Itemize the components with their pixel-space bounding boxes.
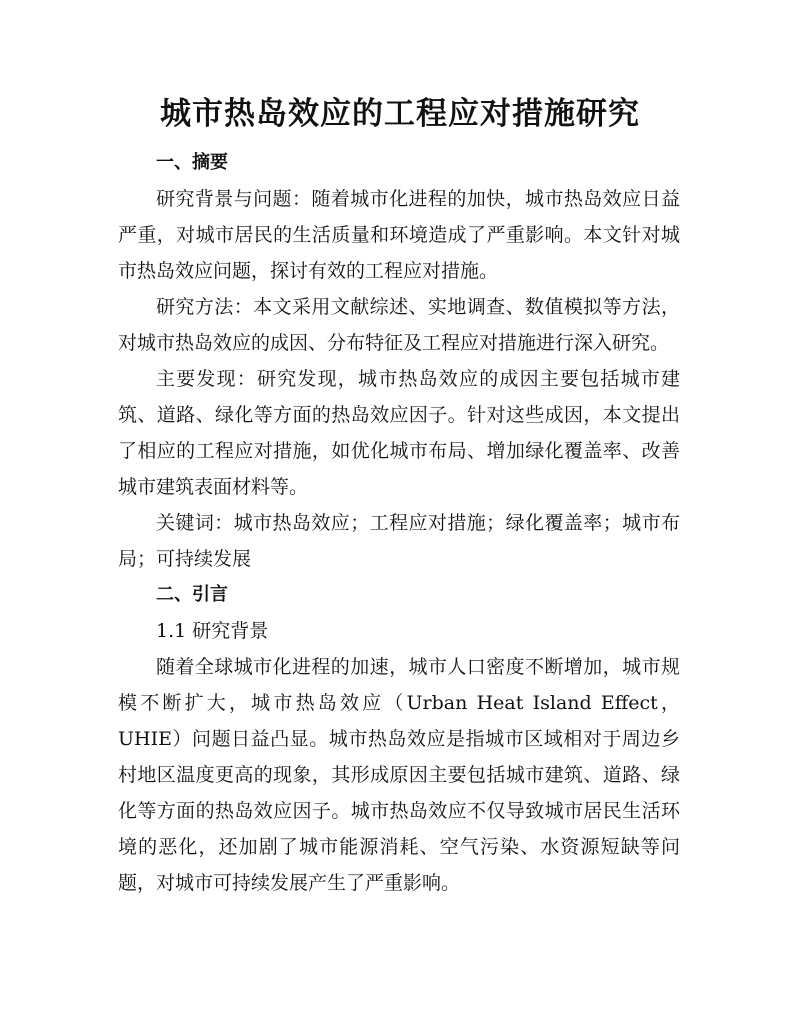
keywords-paragraph: 关键词：城市热岛效应；工程应对措施；绿化覆盖率；城市布局；可持续发展 — [118, 512, 680, 570]
abstract-background-paragraph: 研究背景与问题：随着城市化进程的加快，城市热岛效应日益严重，对城市居民的生活质量和环境造成了严重影响。本文针对城市热岛效应问题，探讨有效的工程应对措施。 — [118, 188, 680, 282]
abstract-findings-paragraph: 主要发现：研究发现，城市热岛效应的成因主要包括城市建筑、道路、绿化等方面的热岛效应因子。针对这些成因，本文提出了相应的工程应对措施，如优化城市布局、增加绿化覆盖率、改善城市建筑表面材料等。 — [118, 368, 680, 498]
section-heading-abstract: 一、摘要 — [156, 152, 228, 173]
abstract-method-paragraph: 研究方法：本文采用文献综述、实地调查、数值模拟等方法，对城市热岛效应的成因、分布特征及工程应对措施进行深入研究。 — [118, 296, 680, 354]
introduction-background-paragraph: 随着全球城市化进程的加速，城市人口密度不断增加，城市规模不断扩大，城市热岛效应（Urban Heat Island Effect，UHIE）问题日益凸显。城市热岛效应是指城市区域相对于周边乡村地区温度更高的现象，其形成原因主要包括城市建筑、道路、绿化等方面的热岛效应因子。城市热岛效应不仅导致城市居民生活环境的恶化，还加剧了城市能源消耗、空气污染、水资源短缺等问题，对城市可持续发展产生了严重影响。 — [118, 656, 680, 894]
document-body — [118, 145, 680, 901]
document-title: 城市热岛效应的工程应对措施研究 — [160, 96, 640, 132]
section-heading-introduction: 二、引言 — [156, 584, 228, 605]
subsection-heading-background: 1.1 研究背景 — [156, 620, 269, 642]
